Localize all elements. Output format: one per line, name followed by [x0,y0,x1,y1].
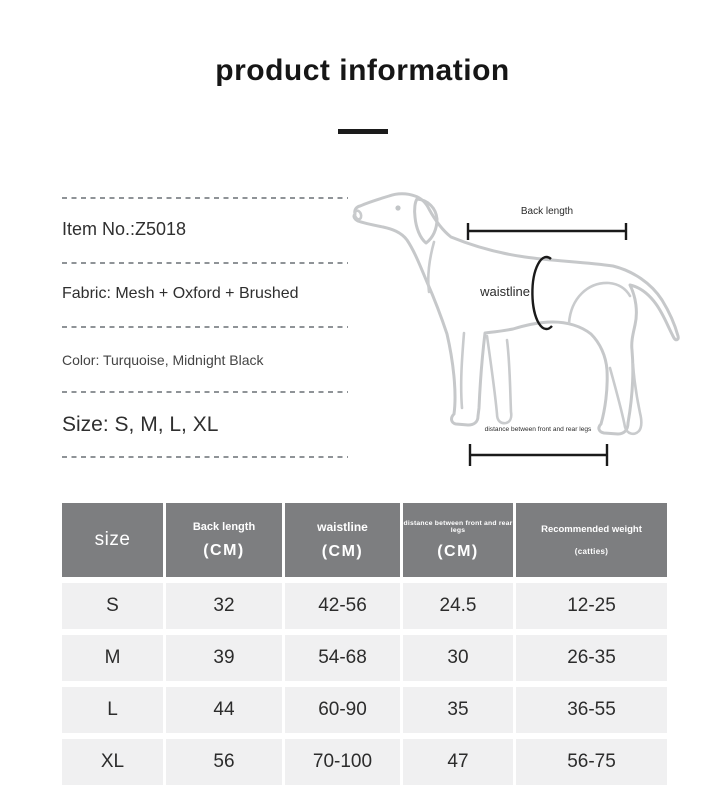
table-row-xl-size: XL [62,739,163,785]
dog-outline-drawing [345,180,725,480]
dog-body-outline [354,194,678,434]
dog-haunch-line [569,283,630,323]
table-row-m-weight: 26-35 [516,635,667,681]
header-cell-size [62,503,163,577]
table-row-xl-weight: 56-75 [516,739,667,785]
header-cell-waistline [285,503,400,577]
header-cell-back-length [166,503,282,577]
dashed-divider [62,262,348,264]
header-weight-unit: (catties) [574,547,609,556]
dashed-divider [62,456,348,458]
dog-far-rear-leg [610,364,641,434]
leg-distance-measure-line [470,444,607,466]
header-cell-leg-distance [403,503,513,577]
color-text: Color: Turquoise, Midnight Black [62,352,264,368]
leg-distance-label: distance between front and rear legs [484,426,592,433]
table-row-m-back-length: 39 [166,635,282,681]
table-row-s-leg-distance: 24.5 [403,583,513,629]
back-length-label: Back length [520,206,574,217]
table-row-m-waistline: 54-68 [285,635,400,681]
item-number-text: Item No.:Z5018 [62,219,187,239]
header-leg-distance-title: distance between front and rear legs [403,519,513,534]
table-row-xl-back-length: 56 [166,739,282,785]
waistline-arc [532,257,552,329]
header-back-length-title: Back length [192,520,256,533]
dashed-divider [62,391,348,393]
table-row-m-leg-distance: 30 [403,635,513,681]
page-title: product information [215,54,510,87]
table-row-m-size: M [62,635,163,681]
dog-shoulder-line [428,242,434,292]
title-underline-bar [338,129,388,134]
table-row-l-back-length: 44 [166,687,282,733]
header-leg-distance-unit: (CM) [437,542,479,560]
dashed-divider [62,326,348,328]
table-row-xl-waistline: 70-100 [285,739,400,785]
back-length-measure-line [468,223,626,240]
table-row-l-waistline: 60-90 [285,687,400,733]
table-row-l-weight: 36-55 [516,687,667,733]
dog-front-leg-line [461,333,464,408]
header-waistline-title: waistline [317,519,368,534]
table-row-s-waistline: 42-56 [285,583,400,629]
fabric-text: Fabric: Mesh + Oxford + Brushed [62,285,299,302]
table-row-s-back-length: 32 [166,583,282,629]
header-size-title: size [94,529,131,550]
header-weight-title: Recommended weight [541,524,642,535]
table-row-xl-leg-distance: 47 [403,739,513,785]
waistline-label: waistline [480,284,530,299]
size-table [62,503,667,785]
dog-eye [395,205,400,210]
header-back-length-unit: (CM) [203,541,245,559]
dog-measurement-diagram [345,180,725,480]
header-waistline-unit: (CM) [321,542,364,560]
table-row-l-leg-distance: 35 [403,687,513,733]
header-cell-weight [516,503,667,577]
dog-far-front-leg [487,336,511,423]
size-options-text: Size: S, M, L, XL [62,413,219,436]
table-row-s-size: S [62,583,163,629]
table-row-s-weight: 12-25 [516,583,667,629]
table-row-l-size: L [62,687,163,733]
dashed-divider [62,197,348,199]
